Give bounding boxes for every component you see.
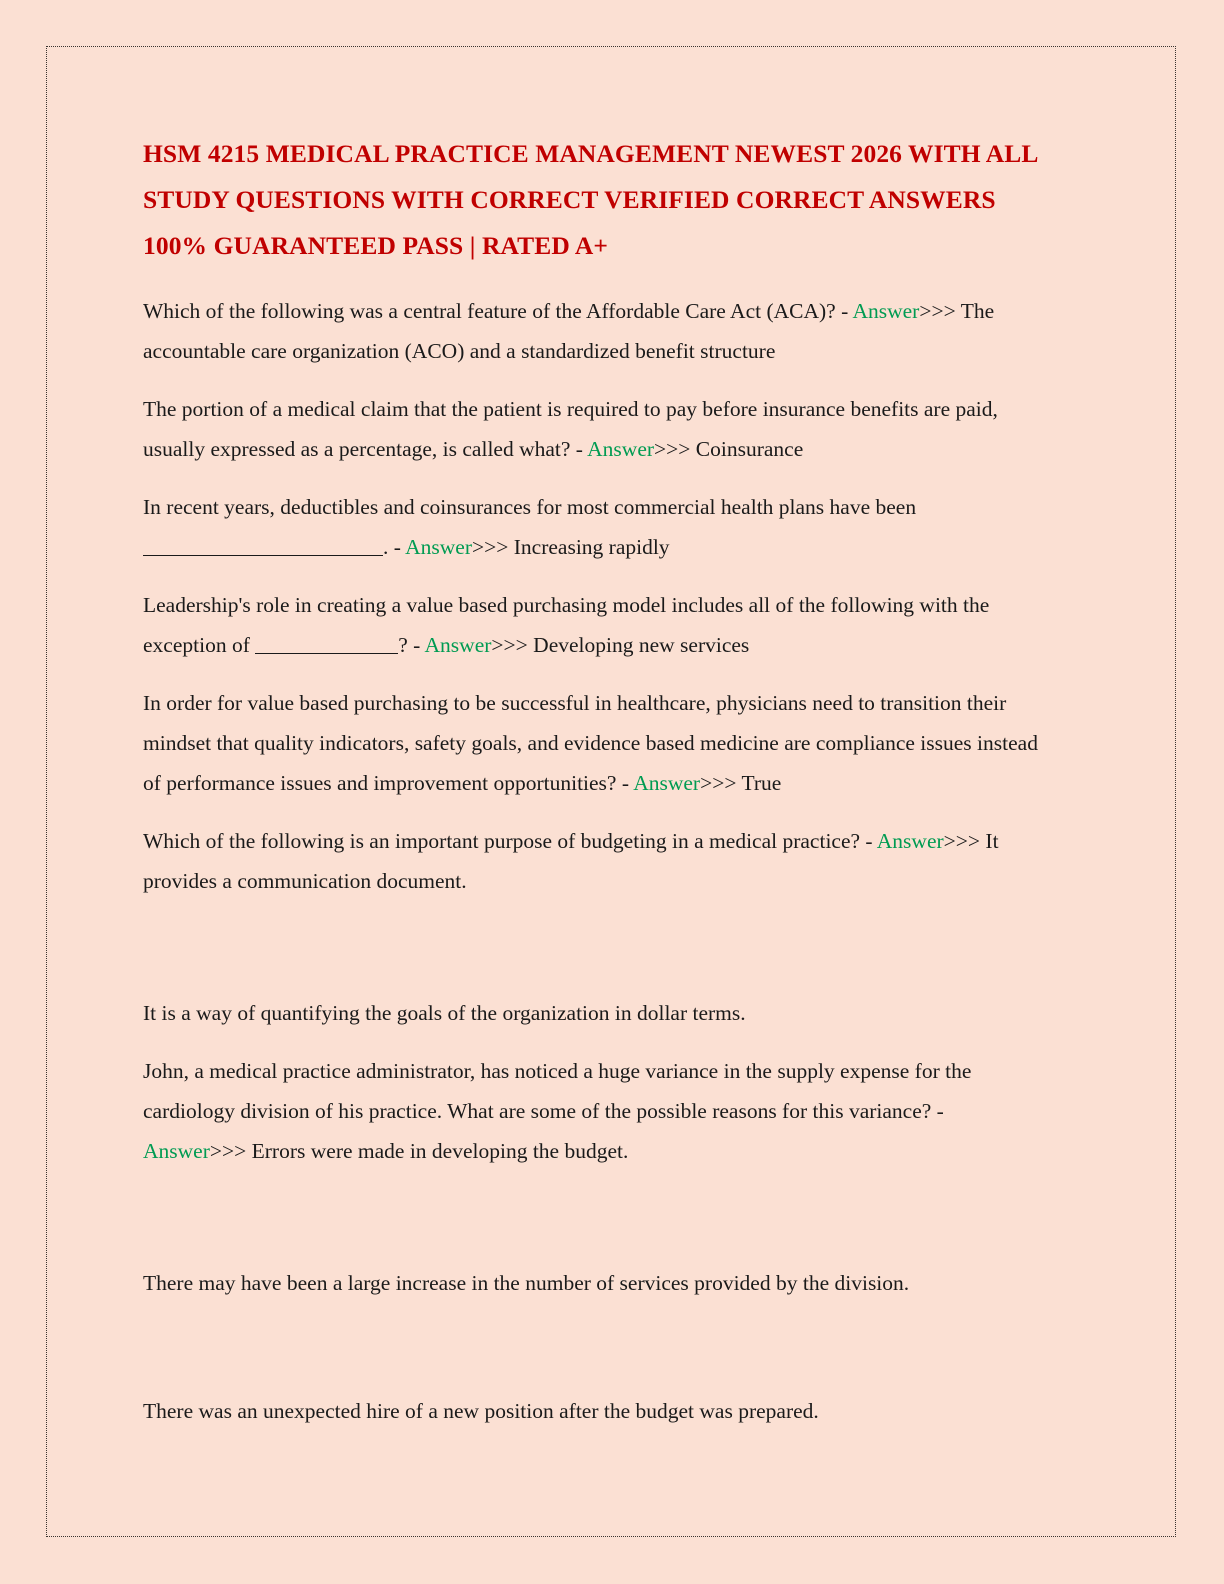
question-text-4b: ? - — [398, 633, 425, 657]
note-block-1: It is a way of quantifying the goals of the organization in dollar terms. — [143, 1001, 746, 1025]
question-text-7: John, a medical practice administrator, has noticed a huge variance in the supply expense for the cardiology division of his practice. What are some of the possible reasons for this variance? - — [143, 1059, 972, 1123]
question-text-1: Which of the following was a central feature of the Affordable Care Act (ACA)? - — [143, 299, 853, 323]
answer-label-7: Answer — [143, 1139, 210, 1163]
answer-arrows-5: >>> — [700, 771, 737, 795]
answer-arrows-3: >>> — [471, 535, 509, 559]
answer-label-3: Answer — [405, 535, 472, 559]
fill-in-blank-4 — [255, 653, 398, 654]
answer-label-6: Answer — [876, 829, 944, 853]
answer-text-2: Coinsurance — [690, 437, 804, 461]
answer-text-7: Errors were made in developing the budget. — [246, 1139, 629, 1163]
qa-block-1 — [143, 269, 1048, 371]
answer-label-2: Answer — [587, 437, 655, 461]
answer-arrows-1: >>> — [919, 299, 956, 323]
answer-text-3: Increasing rapidly — [508, 535, 670, 559]
answer-arrows-4: >>> — [491, 633, 528, 657]
answer-arrows-2: >>> — [654, 437, 691, 461]
document-content — [143, 131, 1048, 1431]
answer-text-5: True — [736, 771, 782, 795]
answer-arrows-7: >>> — [209, 1139, 247, 1163]
question-text-3b: . - — [383, 535, 406, 559]
qa-block-5 — [143, 665, 1048, 803]
answer-text-4: Developing new services — [527, 633, 750, 657]
question-text-6: Which of the following is an important purpose of budgeting in a medical practice? - — [143, 829, 877, 853]
qa-block-3 — [143, 469, 1048, 567]
fill-in-blank-3 — [143, 555, 383, 556]
qa-block-2 — [143, 371, 1048, 469]
question-text-4a: Leadership's role in creating a value based purchasing model includes all of the following with the exception of — [143, 593, 990, 657]
answer-label-5: Answer — [633, 771, 701, 795]
answer-text-6: It provides a communication document. — [143, 829, 999, 893]
qa-block-7 — [143, 1033, 1048, 1171]
answer-arrows-6: >>> — [943, 829, 981, 853]
question-text-3a: In recent years, deductibles and coinsurances for most commercial health plans have been — [143, 495, 917, 519]
note-block-3: There was an unexpected hire of a new position after the budget was prepared. — [143, 1399, 819, 1423]
page-title: HSM 4215 MEDICAL PRACTICE MANAGEMENT NEWEST 2026 WITH ALL STUDY QUESTIONS WITH CORRECT VERIFIED CORRECT ANSWERS 100% GUARANTEED PASS | RATED A+ — [143, 139, 1038, 260]
qa-block-6 — [143, 803, 1048, 901]
answer-label-4: Answer — [424, 633, 492, 657]
answer-text-1: The accountable care organization (ACO) and a standardized benefit structure — [143, 299, 995, 363]
question-text-5: In order for value based purchasing to be successful in healthcare, physicians need to transition their mindset that quality indicators, safety goals, and evidence based medicine are compliance issues instead of performance issues and improvement opportunities? - — [143, 691, 1038, 795]
answer-label-1: Answer — [852, 299, 920, 323]
note-block-2: There may have been a large increase in the number of services provided by the division. — [143, 1271, 910, 1295]
question-text-2: The portion of a medical claim that the patient is required to pay before insurance benefits are paid, usually expressed as a percentage, is called what? - — [143, 397, 998, 461]
qa-block-4 — [143, 567, 1048, 665]
